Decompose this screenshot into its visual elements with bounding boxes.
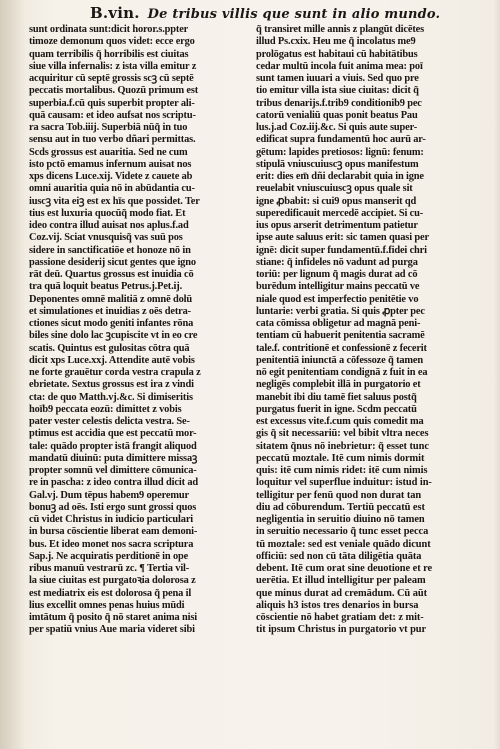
text-line: ipse aute saluus erit: sic tamen quasi per [256, 232, 429, 244]
text-line: q̃ transiret mille annis z plangūt dicētes [256, 24, 424, 35]
text-line: manebit ibi diu tamē fiet saluus postq̃ [256, 391, 417, 403]
text-line: scatis. Quintus est gulositas cōtra quā [29, 342, 190, 354]
text-line: edificat supra fundamentū hoc aurū ar- [256, 134, 426, 146]
text-line: Coz.vij. Sciat vnusquisq̃ vas suū pos [29, 232, 183, 244]
text-line: sensu aut in tuo verbo dñari permittas. [29, 134, 196, 146]
text-line: tentiam cū habuerit penitentia sacramē [256, 330, 425, 342]
text-line: gis q̃ sit necessariū: vel bibit vltra neces [256, 428, 429, 440]
text-line: tribus denarijs.f.trib9 conditionib9 pec [256, 97, 422, 109]
text-line: et simulationes et inuidias z oēs detra- [29, 305, 191, 317]
text-line: superbia.f.cū quis superbit propter ali- [29, 97, 195, 109]
running-head [90, 4, 490, 26]
text-line: tit ipsum Christus in purgatorio vt pur [256, 624, 427, 636]
text-line: ra sacra Tob.iiij. Superbiā nūq̃ in tuo [29, 122, 188, 133]
text-line: tio emitur villa ista siue ciuitas: dicit q̃ [256, 85, 419, 97]
text-line: catorū venialiū quas ponit beatus Pau [256, 109, 418, 121]
text-line: tale: quādo propter istā frangit aliquod [29, 440, 197, 452]
text-line: siue villa infernalis: z ista villa emitur z [29, 60, 197, 72]
gutter-shadow [0, 0, 26, 749]
text-line: acquiritur cū septē grossis scꝫ cū septē [29, 73, 194, 84]
text-line: sunt tamen iuuari a viuis. Sed quo pre [256, 73, 419, 84]
text-line: ctiones sicut modo geniti infantes rōna [29, 318, 194, 329]
text-line: stipulā vniuscuiuscꝫ opus manifestum [256, 158, 419, 170]
text-line: loquitur vel superflue induitur: istud in- [256, 477, 432, 489]
text-line: mandatū diuinū: puta dimittere missaꝫ [29, 452, 198, 464]
text-line: cū videt Christus in iudicio particulari [29, 514, 194, 525]
text-line: quā causam: et ideo aufsat nos scriptu- [29, 109, 196, 121]
text-line: ignē: dicit super fundamentū.f.fidei chri [256, 244, 427, 256]
text-line: lius excellit omnes penas huius mūdi [29, 599, 185, 611]
text-line: xps dicens Luce.xij. Videte z cauete ab [29, 171, 193, 182]
text-line: est mediatrix eis est dolorosa q̃ pena il [29, 587, 192, 599]
text-line: hoīb9 peccata eozū: dimittet z vobis [29, 403, 182, 415]
text-line: aliquis h3 istos tres denarios in bursa [256, 599, 419, 611]
text-line: timoze demonum quos videt: ecce ergo [29, 36, 195, 48]
right-text-column [256, 24, 488, 637]
text-line: rāt deū. Quartus grossus est inuidia cō [29, 269, 194, 280]
text-line: cedar multū incola fuit anima mea: poī [256, 60, 423, 72]
text-line: diu ad cōburendum. Tertiū peccatū est [256, 501, 425, 513]
text-line: quam terribilis q̃ horribilis est ciuitas [29, 48, 189, 60]
text-line: peccatū moztale. Itē cum nimis dormit [256, 452, 425, 464]
text-line: bus. Et ideo monet nos sacra scriptura [29, 538, 194, 550]
text-line: stiane: q̃ infideles nō vadunt ad purga [256, 256, 418, 268]
text-line: luntarie: verbi gratia. Si quis ꝓpter pec [256, 305, 425, 317]
text-line: superedificauit mercedē accipiet. Si cu- [256, 207, 424, 219]
text-line: quis: itē cum nimis ridet: itē cum nimis [256, 465, 428, 476]
text-line: telligitur per fenū quod non durat tan [256, 489, 422, 501]
text-line: Scds grossus est auaritia. Sed ne cum [29, 146, 188, 158]
text-line: Sap.j. Ne acquiratis perditionē in ope [29, 550, 189, 562]
page-title: De tribus villis que sunt in alio mundo. [147, 7, 441, 22]
text-line: Gal.vj. Dum tēpus habem9 operemur [29, 489, 189, 501]
text-line: in seruitio necessario q̃ tunc esset pecca [256, 526, 429, 538]
text-line: passione desiderij sicut gentes que igno [29, 256, 196, 268]
text-line: toriū: per lignum q̃ magis durat ad cō [256, 269, 418, 280]
text-line: per spatiū vnius Aue maria videret sibi [29, 624, 195, 636]
page-edge [494, 0, 500, 749]
text-line: cōscientie nō habet gratiam det: z mit- [256, 612, 424, 623]
text-line: illud Ps.cxix. Heu me q̃ incolatus me9 [256, 36, 416, 48]
text-line: ptimus est accidia que est peccatū mor- [29, 428, 197, 440]
text-line: tū moztale: sed est veniale quādo dicunt [256, 538, 431, 550]
text-line: tius est luxuria quocūq̃ modo fiat. Et [29, 207, 186, 219]
text-line: omni auaritia quia nō in abūdantia cu- [29, 183, 195, 195]
text-line: purgatus fuerit in igne. Scdm peccatū [256, 403, 417, 415]
text-line: nō egit penitentiam condignā z fuit in ea [256, 367, 428, 378]
text-line: burēdum intelligitur mains peccatū ve [256, 281, 420, 293]
text-line: negligentia in seruitio diuino nō tamen [256, 514, 425, 525]
text-line: niale quod est imperfectio penitētie vo [256, 293, 419, 305]
text-line: pater vester celestis delicta vestra. Se- [29, 416, 190, 427]
text-line: bonuꝫ ad oēs. Isti ergo sunt grossi quos [29, 501, 197, 513]
text-line: sidere in sanctificatiōe et honoze nō in [29, 244, 191, 256]
text-line: re in pascha: z ideo contra illud dicit ad [29, 477, 199, 489]
folio-signature: B.vin. [90, 4, 140, 22]
text-line: Deponentes omnē malitiā z omnē dolū [29, 293, 193, 305]
text-line: la siue ciuitas est purgatoꝛia dolorosa z [29, 575, 196, 587]
text-line: cata cōmissa obligetur ad magnā peni- [256, 318, 421, 329]
text-line: dicit xps Luce.xxj. Attendite autē vobis [29, 354, 195, 366]
text-line: sunt ordinata sunt:dicit horor.s.ppter [29, 24, 189, 35]
text-line: peccatis mortalibus. Quozū primum est [29, 85, 199, 97]
text-line: ius opus arserit detrimentum patietur [256, 220, 418, 231]
text-line: isto pctō emamus infernum auisat nos [29, 158, 192, 170]
text-line: penitentiā iniunctā a cōfessoze q̃ tamen [256, 354, 424, 366]
text-line: prolōgatus est habitaui cū habitātibus [256, 48, 418, 60]
text-line: debent. Itē cum orat sine deuotione et re [256, 563, 433, 574]
left-text-column [29, 24, 261, 637]
text-line: igne ꝓbabit: si cui9 opus manserit qd [256, 195, 417, 207]
text-line: ne forte grauētur corda vestra crapula z [29, 367, 201, 378]
text-line: erit: dies em̄ dñi declarabit quia in igne [256, 171, 424, 182]
text-line: ideo contra illud auisat nos aplus.f.ad [29, 220, 189, 231]
text-line: negligēs complebit illā in purgatorio et [256, 379, 421, 391]
text-line: reuelabit vniuscuiuscꝫ opus quale sit [256, 183, 413, 195]
text-line: cta: de quo Matth.vj.&c. Si dimiseritis [29, 391, 193, 403]
text-line: tale.f. contritionē et confessionē z fecerit [256, 342, 427, 354]
text-line: est excessus vite.f.cum quis comedit ma [256, 416, 424, 427]
text-line: ebrietate. Sextus grossus est ira z vindi [29, 379, 194, 391]
text-line: que minus durat ad cremādum. Cū aūt [256, 587, 427, 599]
text-line: gētum: lapides pretiosos: lignū: fenum: [256, 146, 424, 158]
text-line: tra quā loquit beatus Petrus.j.Pet.ij. [29, 281, 183, 293]
text-line: uerētia. Et illud intelligitur per paleam [256, 575, 426, 587]
text-line: iuscꝫ vita eiꝫ est ex hīs que possidet. Ter [29, 195, 200, 207]
text-line: sitatem q̃nus nō inebrietur: q̃ esset tunc [256, 440, 429, 452]
text-line: ribus manuū vestrarū zc. ¶ Tertia vil- [29, 563, 190, 574]
text-line: imtātum q̃ posito q̃ nō staret anima nisi [29, 612, 198, 623]
text-line: propter somnū vel dimittere cōmunica- [29, 465, 197, 476]
text-line: in bursa cōscientie liberat eam demoni- [29, 526, 198, 538]
text-line: lus.j.ad Coz.iij.&c. Si quis aute super- [256, 122, 418, 133]
text-line: biles sine dolo lac ꝫcupiscite vt in eo cre [29, 330, 198, 342]
text-line: officiū: sed non cū tāta diligētia quāta [256, 550, 422, 562]
